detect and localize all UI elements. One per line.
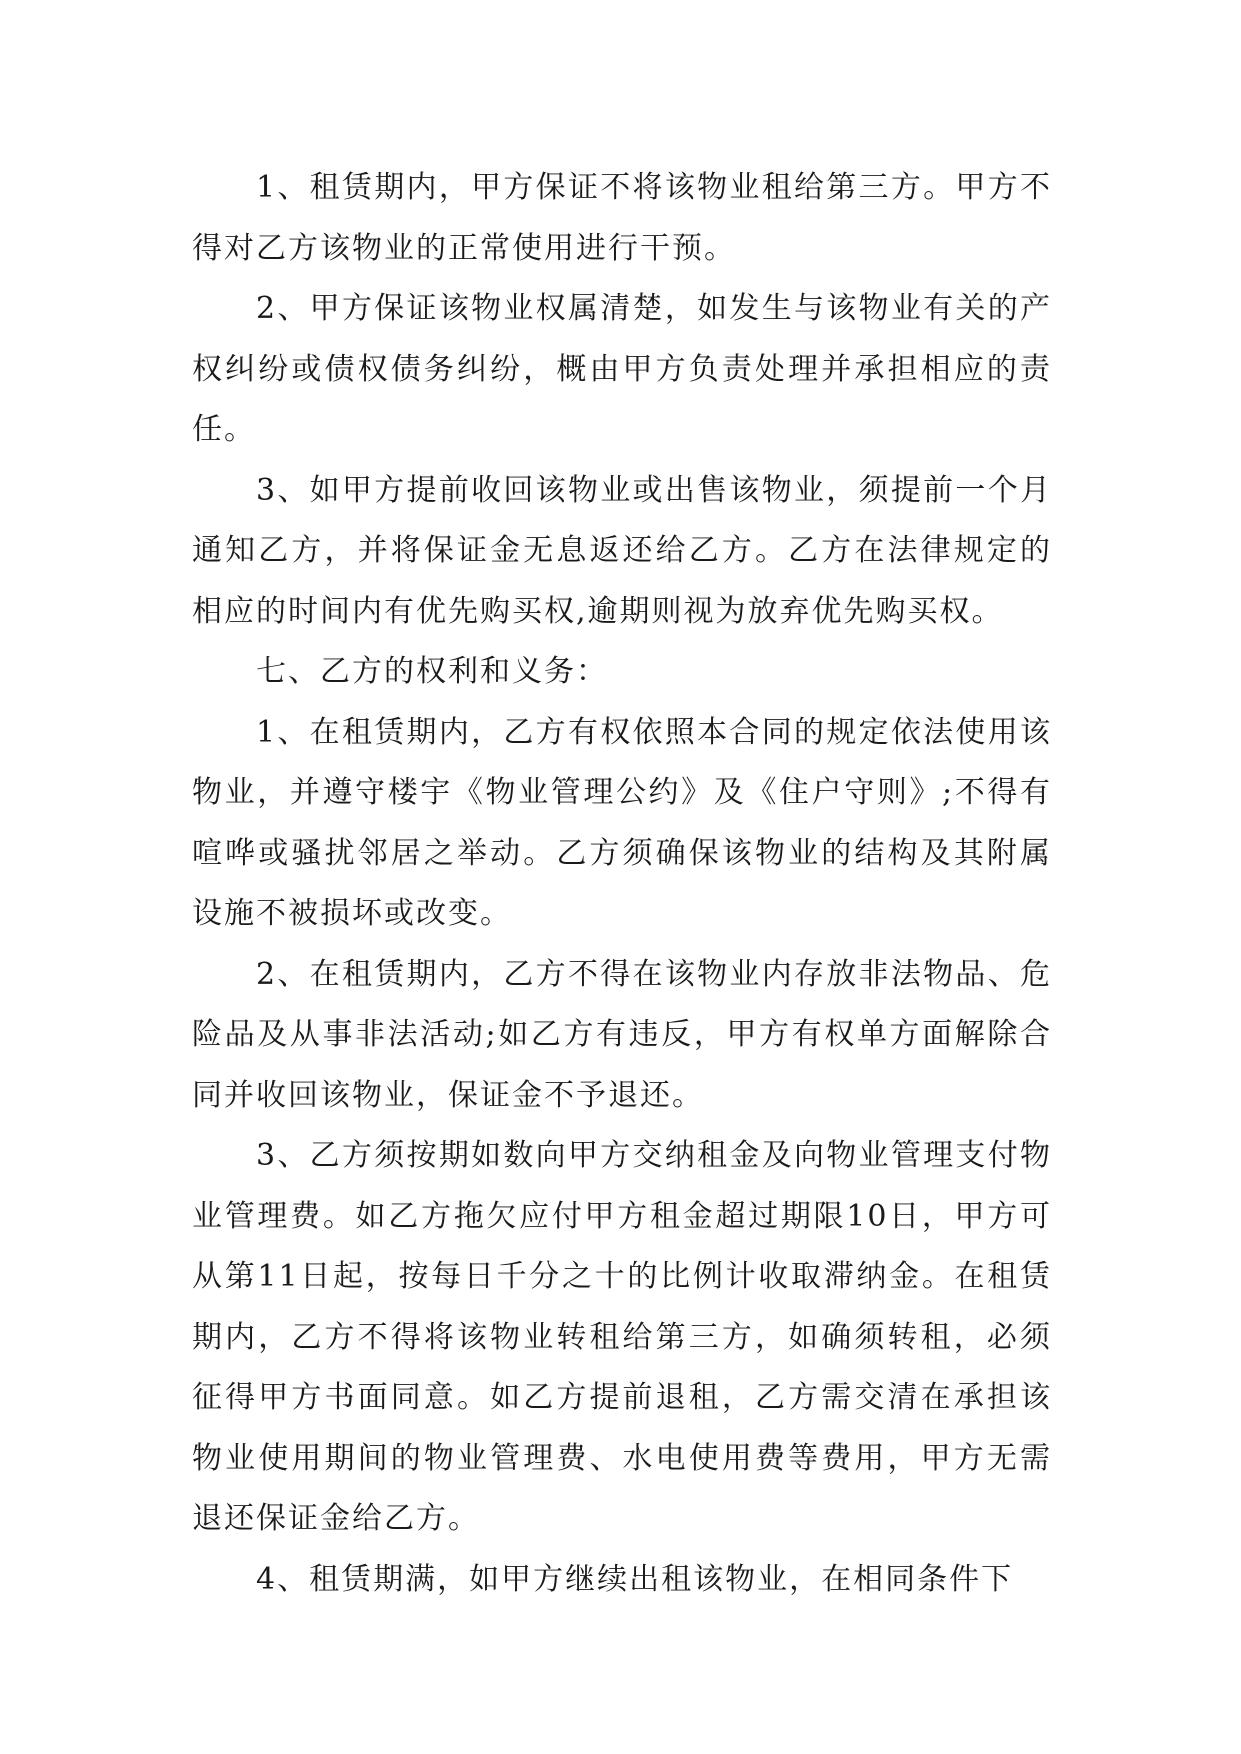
paragraph-lease-expiry: 4、租赁期满，如甲方继续出租该物业，在相同条件下 bbox=[256, 1561, 1014, 1597]
paragraph-lessor-no-sublease: 1、租赁期内，甲方保证不将该物业租给第三方。甲方不得对乙方该物业的正常使用进行干预。 bbox=[192, 170, 1052, 266]
paragraph-lessor-title-guarantee: 2、甲方保证该物业权属清楚，如发生与该物业有关的产权纠纷或债权债务纠纷，概由甲方负责处理并承担相应的责任。 bbox=[192, 291, 1052, 447]
section-heading-lessee-rights: 七、乙方的权利和义务： bbox=[256, 654, 608, 689]
document-body bbox=[192, 158, 1052, 1610]
paragraph-lessor-early-recovery: 3、如甲方提前收回该物业或出售该物业，须提前一个月通知乙方，并将保证金无息返还给乙方。乙方在法律规定的相应的时间内有优先购买权,逾期则视为放弃优先购买权。 bbox=[192, 472, 1052, 629]
paragraph-lessee-prohibited-items: 2、在租赁期内，乙方不得在该物业内存放非法物品、危险品及从事非法活动;如乙方有违反，甲方有权单方面解除合同并收回该物业，保证金不予退还。 bbox=[192, 956, 1052, 1113]
paragraph-lessee-payment: 3、乙方须按期如数向甲方交纳租金及向物业管理支付物业管理费。如乙方拖欠应付甲方租金超过期限10日，甲方可从第11日起，按每日千分之十的比例计收取滞纳金。在租赁期内，乙方不得将该物业转租给第三方，如确须转租，必须征得甲方书面同意。如乙方提前退租，乙方需交清在承担该物业使用期间的物业管理费、水电使用费等费用，甲方无需退还保证金给乙方。 bbox=[192, 1138, 1052, 1536]
paragraph-lessee-use-rights: 1、在租赁期内，乙方有权依照本合同的规定依法使用该物业，并遵守楼宇《物业管理公约》及《住户守则》;不得有喧哗或骚扰邻居之举动。乙方须确保该物业的结构及其附属设施不被损坏或改变。 bbox=[192, 714, 1052, 931]
